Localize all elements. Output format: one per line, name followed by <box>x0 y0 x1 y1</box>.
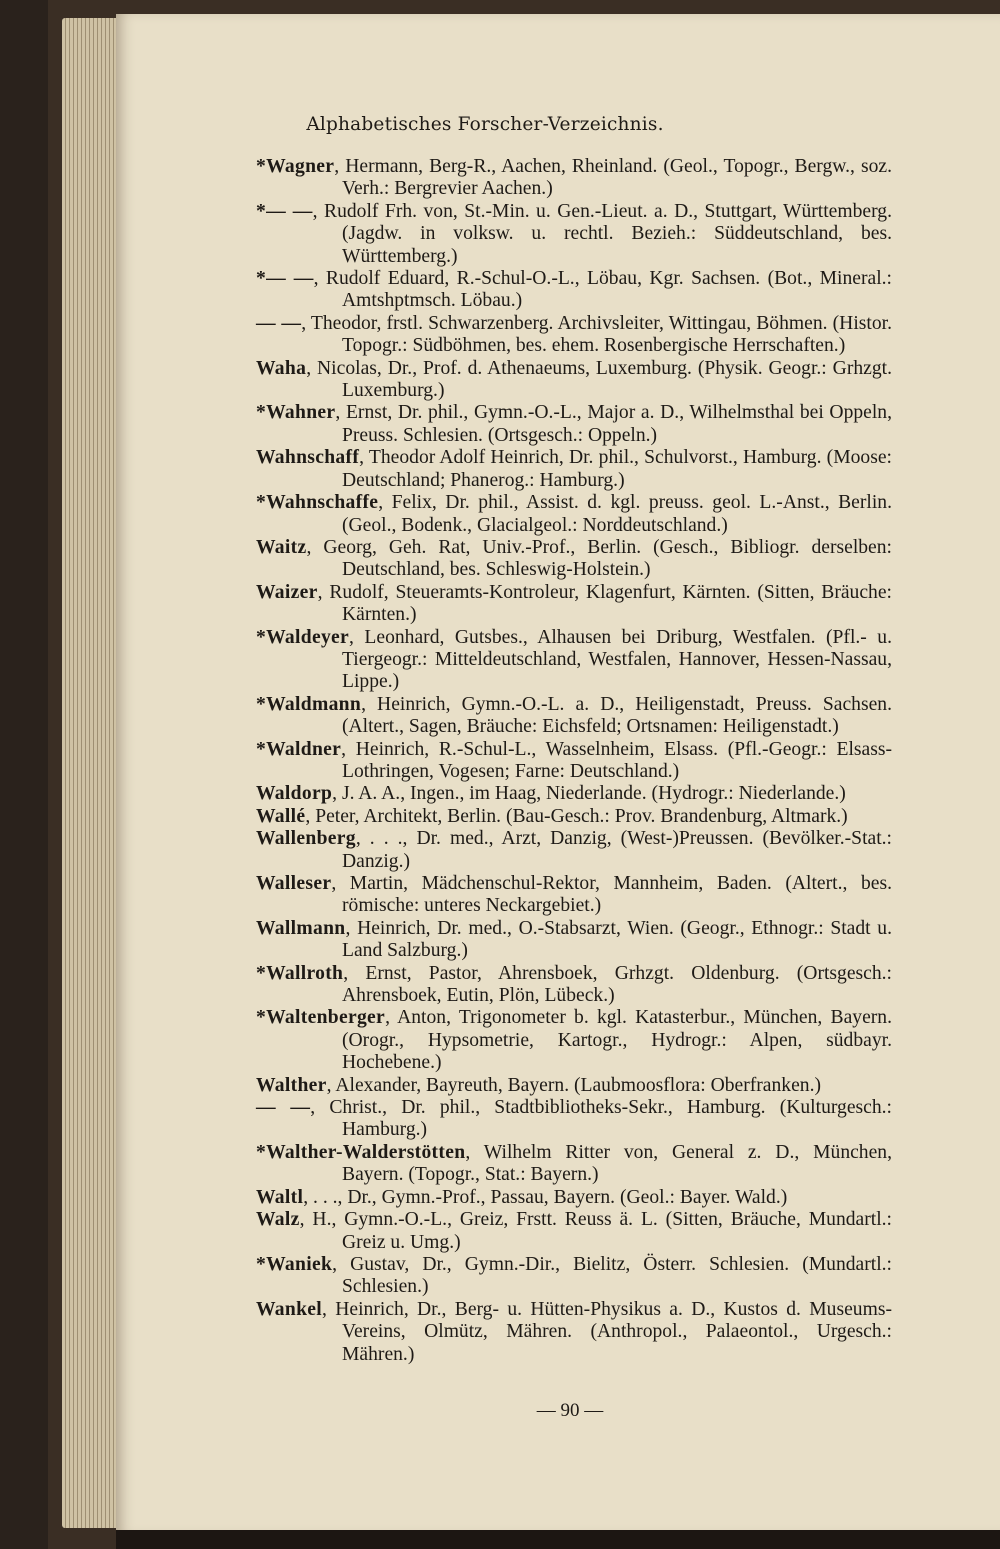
register-entry <box>256 358 892 403</box>
register-entry <box>256 402 892 447</box>
register-entry <box>256 918 892 963</box>
register-entry <box>256 582 892 627</box>
entry-name: Waitz <box>256 536 307 558</box>
entry-text: , Hermann, Berg-R., Aachen, Rheinland. (Geol., Topogr., Bergw., soz. Verh.: Bergrevier Aachen.) <box>334 156 892 200</box>
register-entry <box>256 492 892 537</box>
entry-text: , Heinrich, Gymn.-O.-L. a. D., Heiligenstadt, Preuss. Sachsen. (Altert., Sagen, Bräuche: Eichsfeld; Ortsnamen: Heiligenstadt.) <box>342 693 892 738</box>
entry-name: Wallé <box>256 805 306 827</box>
entry-name: *Waldmann <box>256 693 362 715</box>
entry-name: *Wahnschaffe <box>256 492 379 514</box>
entry-name: Waizer <box>256 581 318 603</box>
register-entry <box>256 1254 892 1299</box>
entry-text: , Theodor Adolf Heinrich, Dr. phil., Schulvorst., Hamburg. (Moose: Deutschland; Phanerog.: Hamburg.) <box>342 447 892 491</box>
entry-text: , Gustav, Dr., Gymn.-Dir., Bielitz, Österr. Schlesien. (Mundartl.: Schlesien.) <box>332 1253 892 1298</box>
register-entry <box>256 627 892 694</box>
register-entry <box>256 1187 892 1209</box>
register-entry <box>256 963 892 1008</box>
entry-text: , . . ., Dr., Gymn.-Prof., Passau, Bayern. (Geol.: Bayer. Wald.) <box>303 1186 788 1208</box>
register-entry <box>256 806 892 828</box>
register-entry <box>256 739 892 784</box>
entry-text: , Peter, Architekt, Berlin. (Bau-Gesch.: Prov. Brandenburg, Altmark.) <box>305 805 848 827</box>
running-head: Alphabetisches Forscher-Verzeichnis. <box>306 114 664 135</box>
register-entry <box>256 694 892 739</box>
entry-text: , Theodor, frstl. Schwarzenberg. Archivsleiter, Wittingau, Böhmen. (Histor. Topogr.: Südböhmen, bes. ehem. Rosenbergische Herrschaften.) <box>301 312 892 357</box>
entry-name: *Wahner <box>256 402 336 424</box>
entry-text: , Rudolf, Steueramts-Kontroleur, Klagenfurt, Kärnten. (Sitten, Bräuche: Kärnten.) <box>317 581 892 626</box>
entry-text: , Leonhard, Gutsbes., Alhausen bei Driburg, Westfalen. (Pfl.- u. Tiergeogr.: Mitteldeutschland, Westfalen, Hannover, Hessen-Nassau, Lippe.) <box>342 626 892 693</box>
register-entry <box>256 873 892 918</box>
register-entry <box>256 1142 892 1187</box>
entry-text: , Felix, Dr. phil., Assist. d. kgl. preuss. geol. L.-Anst., Berlin. (Geol., Bodenk., Glacialgeol.: Norddeutschland.) <box>342 492 892 536</box>
entry-name: Waldorp <box>256 783 333 805</box>
entry-text: , Rudolf Eduard, R.-Schul-O.-L., Löbau, Kgr. Sachsen. (Bot., Mineral.: Amtshptmsch. Löbau.) <box>313 268 892 312</box>
bottom-shadow <box>116 1530 1000 1549</box>
entry-name: *Waldeyer <box>256 626 350 648</box>
register-entry <box>256 1075 892 1097</box>
entry-text: , Georg, Geh. Rat, Univ.-Prof., Berlin. (Gesch., Bibliogr. derselben: Deutschland, bes. Schleswig-Holstein.) <box>306 536 892 581</box>
register-entry <box>256 313 892 358</box>
entry-name: Wallmann <box>256 917 346 939</box>
entry-text: , H., Gymn.-O.-L., Greiz, Frstt. Reuss ä. L. (Sitten, Bräuche, Mundartl.: Greiz u. Umg.) <box>299 1209 892 1253</box>
entry-name: Wallenberg <box>256 828 356 850</box>
register-entry <box>256 1097 892 1142</box>
entry-name: Wankel <box>256 1298 323 1320</box>
entry-text: , Christ., Dr. phil., Stadtbibliotheks-Sekr., Hamburg. (Kulturgesch.: Hamburg.) <box>310 1097 892 1141</box>
entry-text: , Rudolf Frh. von, St.-Min. u. Gen.-Lieut. a. D., Stuttgart, Württemberg. (Jagdw. in volksw. u. rechtl. Bezieh.: Süddeutschland, bes. Württemberg.) <box>312 200 892 267</box>
entry-name: *— — <box>256 200 313 222</box>
entry-list <box>256 156 892 1366</box>
entry-text: , Anton, Trigonometer b. kgl. Katasterbur., München, Bayern. (Orogr., Hypsometrie, Kartogr., Hydrogr.: Alpen, südbayr. Hochebene.) <box>342 1007 892 1074</box>
entry-text: , J. A. A., Ingen., im Haag, Niederlande. (Hydrogr.: Niederlande.) <box>332 783 846 805</box>
entry-text: , . . ., Dr. med., Arzt, Danzig, (West-)Preussen. (Bevölker.-Stat.: Danzig.) <box>342 828 892 872</box>
entry-name: Waltl <box>256 1186 304 1208</box>
entry-name: *Wallroth <box>256 962 344 984</box>
register-entry <box>256 201 892 268</box>
entry-text: , Alexander, Bayreuth, Bayern. (Laubmoosflora: Oberfranken.) <box>326 1074 821 1096</box>
entry-name: *Walther-Walderstötten <box>256 1141 466 1163</box>
entry-text: , Heinrich, R.-Schul-L., Wasselnheim, Elsass. (Pfl.-Geogr.: Elsass-Lothringen, Vogesen; Farne: Deutschland.) <box>341 738 892 782</box>
entry-name: — — <box>256 312 302 334</box>
register-entry <box>256 1007 892 1074</box>
register-entry <box>256 447 892 492</box>
entry-name: *Wagner <box>256 156 335 177</box>
register-entry <box>256 828 892 873</box>
entry-text: , Nicolas, Dr., Prof. d. Athenaeums, Luxemburg. (Physik. Geogr.: Grhzgt. Luxemburg.) <box>306 357 892 402</box>
entry-name: *— — <box>256 268 314 290</box>
register-entry <box>256 1299 892 1366</box>
page-number: — 90 — <box>536 1400 604 1421</box>
register-entry <box>256 537 892 582</box>
entry-text: , Martin, Mädchenschul-Rektor, Mannheim, Baden. (Altert., bes. römische: unteres Neckargebiet.) <box>331 873 892 917</box>
entry-text: , Ernst, Pastor, Ahrensboek, Grhzgt. Oldenburg. (Ortsgesch.: Ahrensboek, Eutin, Plön, Lübeck.) <box>342 962 892 1007</box>
entry-name: Walleser <box>256 873 332 894</box>
entry-text: , Ernst, Dr. phil., Gymn.-O.-L., Major a. D., Wilhelmsthal bei Oppeln, Preuss. Schlesien. (Ortsgesch.: Oppeln.) <box>335 402 892 446</box>
entry-text: , Wilhelm Ritter von, General z. D., München, Bayern. (Topogr., Stat.: Bayern.) <box>342 1141 892 1186</box>
entry-name: Walther <box>256 1074 327 1096</box>
entry-name: Walz <box>256 1209 300 1231</box>
register-entry <box>256 783 892 805</box>
entry-name: Wahnschaff <box>256 447 360 469</box>
entry-text: , Heinrich, Dr. med., O.-Stabsarzt, Wien. (Geogr., Ethnogr.: Stadt u. Land Salzburg.) <box>342 917 892 962</box>
entry-text: , Heinrich, Dr., Berg- u. Hütten-Physikus a. D., Kustos d. Museums-Vereins, Olmütz, Mähren. (Anthropol., Palaeontol., Urgesch.: Mähren.) <box>322 1298 892 1365</box>
entry-name: Waha <box>256 357 307 379</box>
entry-name: *Waldner <box>256 738 342 760</box>
entry-name: — — <box>256 1097 311 1119</box>
register-entry <box>256 268 892 313</box>
entry-name: *Waltenberger <box>256 1007 386 1029</box>
page-edges <box>62 18 120 1528</box>
register-entry <box>256 156 892 201</box>
entry-name: *Waniek <box>256 1253 333 1275</box>
register-entry <box>256 1209 892 1254</box>
